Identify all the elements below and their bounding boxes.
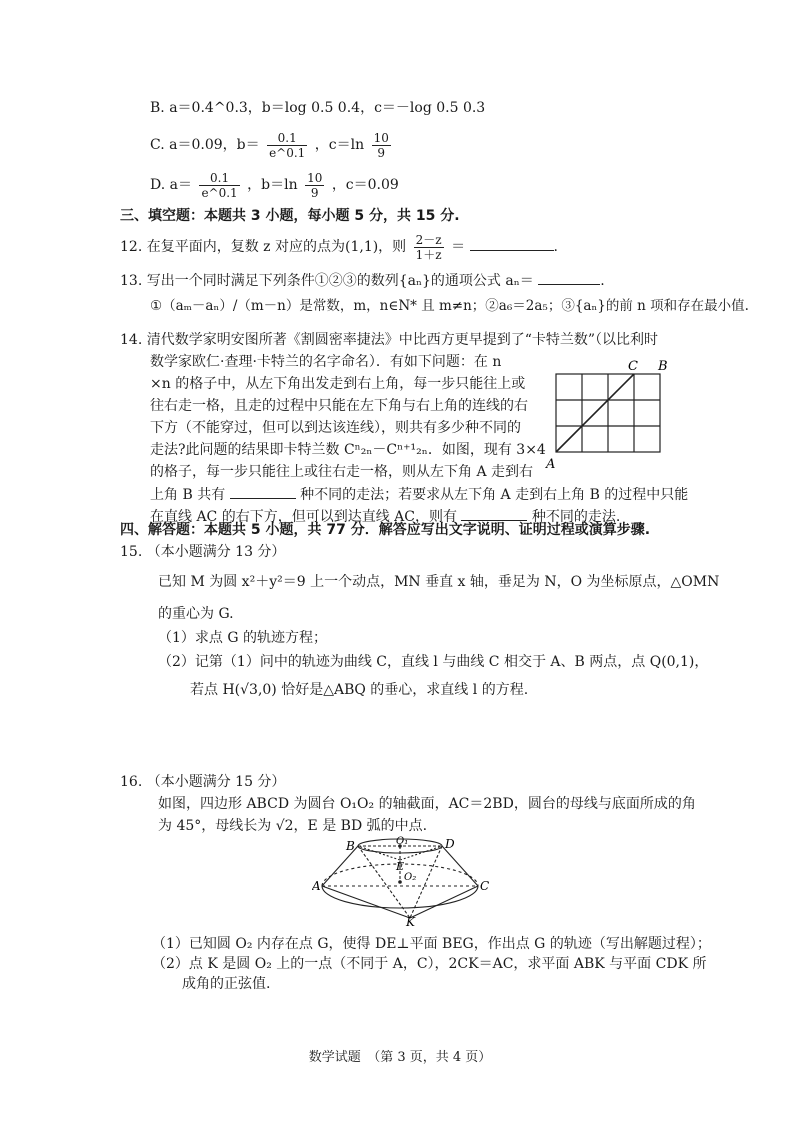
answer-blank[interactable] [538,270,600,285]
answer-blank[interactable] [461,506,527,521]
fraction: $\frac{10}{9}$ [373,130,389,160]
question-13-conditions: ①（aₘ－aₙ）/（m－n）是常数，m，n∈N* 且 m≠n；②a₆＝2a₅；③{aₙ}的前 n 项和存在最小值. [150,298,749,314]
question-part: （2）记第（1）问中的轨迹为曲线 C，直线 l 与曲线 C 相交于 A、B 两点，点 Q(0,1)， [158,654,709,670]
question-text: 种不同的走法. [531,509,621,525]
label-o1: O₁ [396,836,409,847]
section-heading: 四、解答题：本题共 5 小题，共 77 分．解答应写出文字说明、证明过程或演算步骤. [120,522,651,538]
question-text: 上角 B 共有 [150,487,226,503]
page-footer: 数学试题 （第 3 页，共 4 页） [308,1050,492,1065]
fraction: $\frac{0.1}{e\^{}0.1}$ [201,170,238,200]
question-number: 12. [120,239,143,255]
question-13: 13. 写出一个同时满足下列条件①②③的数列{aₙ}的通项公式 aₙ＝ . [120,270,605,291]
question-text: 的格子，每一步只能往上或往右走一格，则从左下角 A 走到右 [150,464,534,480]
fraction: $\frac{2-z}{1+z}$ [415,232,442,262]
answer-blank[interactable] [230,484,296,499]
label-e: E [396,860,405,873]
question-part: 若点 H(√3,0) 恰好是△ABQ 的垂心，求直线 l 的方程. [190,682,529,698]
option-d [150,168,399,202]
option-letter: C. [150,137,165,153]
question-number: 14. [120,332,143,348]
question-part: 成角的正弦值. [182,976,271,992]
frustum-figure [312,836,492,926]
label-b: B [346,839,355,853]
option-letter: B. [150,100,165,116]
question-text-line [150,484,688,505]
option-text: a＝0.09，b＝ [169,137,260,153]
question-14 [120,330,658,350]
label-a: A [312,879,321,893]
question-number: 13. [120,273,143,289]
question-text: 下方（不能穿过，但可以到达该连线），则共有多少种不同的 [150,420,521,436]
question-text: 写出一个同时满足下列条件①②③的数列{aₙ}的通项公式 aₙ＝ [146,273,534,289]
section-heading: 三、填空题：本题共 3 小题，每小题 5 分，共 15 分. [120,208,460,224]
label-k: K [406,915,415,926]
fraction: $\frac{10}{9}$ [307,170,323,200]
question-text: 数学家欧仁·查理·卡特兰的名字命名）．有如下问题：在 n [150,354,502,370]
option-text: ，b＝ln [247,177,298,193]
question-score: （本小题满分 13 分） [146,544,286,560]
option-b [150,98,485,118]
label-c: C [480,879,490,893]
label-a: A [546,457,556,472]
question-text: 在直线 AC 的右下方，但可以到达直线 AC，则有 [150,509,457,525]
question-text: ×n 的格子中，从左下角出发走到右上角，每一步只能往上或 [150,376,526,392]
question-text: 为 45°，母线长为 √2，E 是 BD 弧的中点. [158,818,428,834]
label-c: C [628,359,638,374]
option-text: ，c＝0.09 [331,177,399,193]
answer-blank[interactable] [470,236,554,251]
question-text: 的重心为 G. [158,606,234,622]
option-letter: D. [150,177,166,193]
question-text: 在复平面内，复数 z 对应的点为(1,1)，则 [146,239,407,255]
question-12: 12. 在复平面内，复数 z 对应的点为(1,1)，则 $\frac{2-z}{1+z}$ ＝ . [120,232,558,262]
question-number: 15. [120,544,143,560]
question-text: 种不同的走法；若要求从左下角 A 走到右上角 B 的过程中只能 [300,487,689,503]
option-text: a＝0.4^0.3，b＝log 0.5 0.4，c＝－log 0.5 0.3 [169,100,486,116]
question-15-header [120,542,285,562]
option-text: a＝ [169,177,192,193]
question-text: ＝ [451,239,466,255]
option-c [150,128,394,162]
question-part: （1）已知圆 O₂ 内存在点 G，使得 DE⊥平面 BEG，作出点 G 的轨迹（写出解题过程）； [152,936,711,952]
question-text: 走法?此问题的结果即卡特兰数 Cⁿ₂ₙ－Cⁿ⁺¹₂ₙ．如图，现有 3×4 [150,442,546,458]
label-o2: O₂ [404,872,417,883]
question-text: 已知 M 为圆 x²＋y²＝9 上一个动点，MN 垂直 x 轴，垂足为 N，O 为坐标原点，△OMN [158,574,720,590]
question-part: （1）求点 G 的轨迹方程； [158,630,327,646]
question-text: 往右走一格，且走的过程中只能在左下角与右上角的连线的右 [150,398,528,414]
fraction: $\frac{0.1}{e\^{}0.1}$ [269,130,306,160]
label-d: D [445,837,455,851]
question-number: 16. [120,774,143,790]
question-text: 清代数学家明安图所著《割圆密率捷法》中比西方更早提到了“卡特兰数”（以比利时 [146,332,659,348]
option-text: ，c＝ln [314,137,365,153]
question-score: （本小题满分 15 分） [146,774,286,790]
grid-figure [540,356,680,472]
label-b: B [658,359,668,374]
question-text: 如图，四边形 ABCD 为圆台 O₁O₂ 的轴截面，AC＝2BD，圆台的母线与底面所成的角 [158,796,696,812]
question-part: （2）点 K 是圆 O₂ 上的一点（不同于 A，C），2CK＝AC，求平面 ABK 与平面 CDK 所 [152,956,707,972]
question-16-header [120,772,285,792]
